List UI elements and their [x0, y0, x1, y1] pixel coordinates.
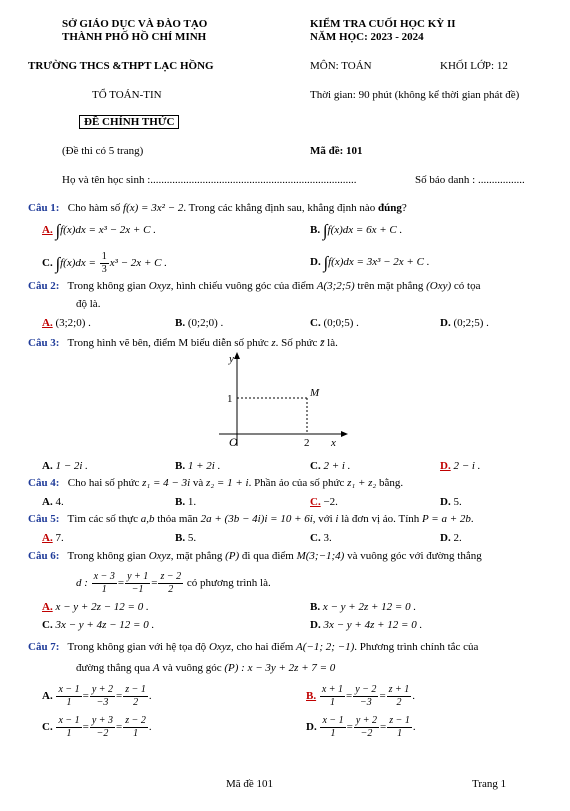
school-name: TRƯỜNG THCS &THPT LẠC HỒNG	[28, 60, 214, 72]
q5-option-a[interactable]: A. 7.	[42, 532, 64, 544]
q7-option-d[interactable]: D. $\frac{x - 1}{1}$ = $\frac{y + 2}{-2}$ = $\frac{z - 1}{1}$ .	[306, 715, 416, 739]
answer-key-label: D.	[440, 460, 451, 472]
tick-label-y: 1	[227, 393, 233, 405]
q2-option-c[interactable]: C. (0;0;5) .	[310, 317, 359, 329]
q1-option-d[interactable]: D. ∫f(x)dx = 3x³ − 2x + C .	[310, 253, 430, 272]
answer-key-label: A.	[42, 224, 53, 237]
exam-time: Thời gian: 90 phút (không kể thời gian phát đề)	[310, 89, 520, 101]
q6-option-d[interactable]: D. 3x − y + 4z + 12 = 0 .	[310, 619, 423, 631]
school-year: NĂM HỌC: 2023 - 2024	[310, 31, 424, 43]
q4-option-c[interactable]: C. −2.	[310, 496, 338, 508]
student-name-field[interactable]: Họ và tên học sinh :...........................................................................	[62, 174, 357, 186]
x-axis-label: x	[331, 437, 336, 449]
q3-option-c[interactable]: C. 2 + i .	[310, 460, 351, 472]
y-arrow-icon	[234, 352, 240, 359]
official-badge: ĐỀ CHÍNH THỨC	[79, 115, 179, 129]
q7-option-a[interactable]: A. $\frac{x - 1}{1}$ = $\frac{y + 2}{-3}$ = $\frac{z - 1}{2}$ .	[42, 684, 152, 708]
answer-key-label: A.	[42, 317, 53, 329]
q3-option-d[interactable]: D. 2 − i .	[440, 460, 481, 472]
question-4-stem: Câu 4: Cho hai số phức z₁ = 4 − 3i và z₂ = 1 + i. Phần ảo của số phức z₁ + z₂ bằng.	[28, 477, 404, 489]
question-7-stem-line2: đường thẳng qua A và vuông góc (P) : x − 3y + 2z + 7 = 0	[76, 662, 336, 674]
question-label: Câu 2:	[28, 280, 60, 292]
question-5-stem: Câu 5: Tìm các số thực a,b thỏa mãn 2a + (3b − 4i)i = 10 + 6i, với i là đơn vị ảo. Tính P = a + 2b.	[28, 513, 474, 525]
question-2-stem: Câu 2: Trong không gian Oxyz, hình chiếu vuông góc của điểm A(3;2;5) trên mặt phẳng (Oxy) có tọa	[28, 280, 481, 292]
origin-label: O	[229, 435, 238, 449]
q7-option-c[interactable]: C. $\frac{x - 1}{1}$ = $\frac{y + 3}{-2}$ = $\frac{z - 2}{1}$ .	[42, 715, 152, 739]
question-3-stem: Câu 3: Trong hình vẽ bên, điểm M biểu diễn số phức z. Số phức z̄ là.	[28, 337, 338, 349]
q1-option-b[interactable]: B. ∫f(x)dx = 6x + C .	[310, 221, 403, 240]
q5-option-c[interactable]: C. 3.	[310, 532, 332, 544]
q5-option-b[interactable]: B. 5.	[175, 532, 197, 544]
q4-option-d[interactable]: D. 5.	[440, 496, 462, 508]
q3-option-a[interactable]: A. 1 − 2i .	[42, 460, 88, 472]
q4-option-b[interactable]: B. 1.	[175, 496, 197, 508]
point-label: M	[310, 387, 320, 399]
q1-option-a[interactable]: A. ∫f(x)dx = x³ − 2x + C .	[42, 221, 156, 240]
exam-code: Mã đề: 101	[310, 145, 363, 157]
q2-option-d[interactable]: D. (0;2;5) .	[440, 317, 489, 329]
question-label: Câu 7:	[28, 641, 60, 653]
answer-key-label: B.	[306, 690, 317, 703]
q4-option-a[interactable]: A. 4.	[42, 496, 64, 508]
group: TỔ TOÁN-TIN	[92, 89, 162, 101]
question-label: Câu 5:	[28, 513, 60, 525]
footer-page-number: Trang 1	[472, 778, 507, 790]
q5-option-d[interactable]: D. 2.	[440, 532, 462, 544]
dept-line2: THÀNH PHỐ HỒ CHÍ MINH	[62, 31, 207, 43]
student-id-field[interactable]: Số báo danh : .................	[415, 174, 525, 186]
q2-option-b[interactable]: B. (0;2;0) .	[175, 317, 224, 329]
subject: MÔN: TOÁN	[310, 60, 372, 72]
y-axis-label: y	[229, 353, 234, 365]
q6-option-a[interactable]: A. x − y + 2z − 12 = 0 .	[42, 601, 149, 613]
q3-option-b[interactable]: B. 1 + 2i .	[175, 460, 221, 472]
question-label: Câu 3:	[28, 337, 60, 349]
question-7-stem: Câu 7: Trong không gian với hệ tọa độ Oxyz, cho hai điểm A(−1; 2; −1). Phương trình chính tắc của	[28, 641, 479, 653]
footer-exam-code: Mã đề 101	[226, 778, 274, 790]
q1-option-c[interactable]: C. ∫f(x)dx = $\frac{1}{3}$ x³ − 2x + C .	[42, 251, 167, 275]
question-label: Câu 6:	[28, 550, 60, 562]
question-2-stem-line2: độ là.	[76, 298, 101, 310]
dept-line1: SỞ GIÁO DỤC VÀ ĐÀO TẠO	[62, 18, 208, 30]
question-6-stem: Câu 6: Trong không gian Oxyz, mặt phẳng (P) đi qua điểm M(3;−1;4) và vuông góc với đường thẳng	[28, 550, 482, 562]
answer-key-label: A.	[42, 532, 53, 544]
q6-option-c[interactable]: C. 3x − y + 4z − 12 = 0 .	[42, 619, 155, 631]
page-count: (Đề thi có 5 trang)	[62, 145, 144, 157]
answer-key-label: A.	[42, 601, 53, 613]
question-label: Câu 1:	[28, 202, 60, 214]
complex-plane-figure	[215, 350, 350, 450]
tick-label-x: 2	[304, 437, 310, 449]
q7-option-b[interactable]: B. $\frac{x + 1}{1}$ = $\frac{y - 2}{-3}$ = $\frac{z + 1}{2}$ .	[306, 684, 416, 708]
x-arrow-icon	[341, 431, 348, 437]
answer-key-label: C.	[310, 496, 321, 508]
question-1-stem: Câu 1: Cho hàm số f(x) = 3x² − 2. Trong các khẳng định sau, khẳng định nào đúng?	[28, 202, 407, 214]
q6-option-b[interactable]: B. x − y + 2z + 12 = 0 .	[310, 601, 417, 613]
grade: KHỐI LỚP: 12	[440, 60, 508, 72]
question-label: Câu 4:	[28, 477, 60, 489]
question-6-line-equation: d : $\frac{x - 3}{1}$ = $\frac{y + 1}{-1}$ = $\frac{z - 2}{2}$ có phương trình là.	[76, 571, 271, 595]
q2-option-a[interactable]: A. (3;2;0) .	[42, 317, 91, 329]
exam-title: KIỂM TRA CUỐI HỌC KỲ II	[310, 18, 456, 30]
